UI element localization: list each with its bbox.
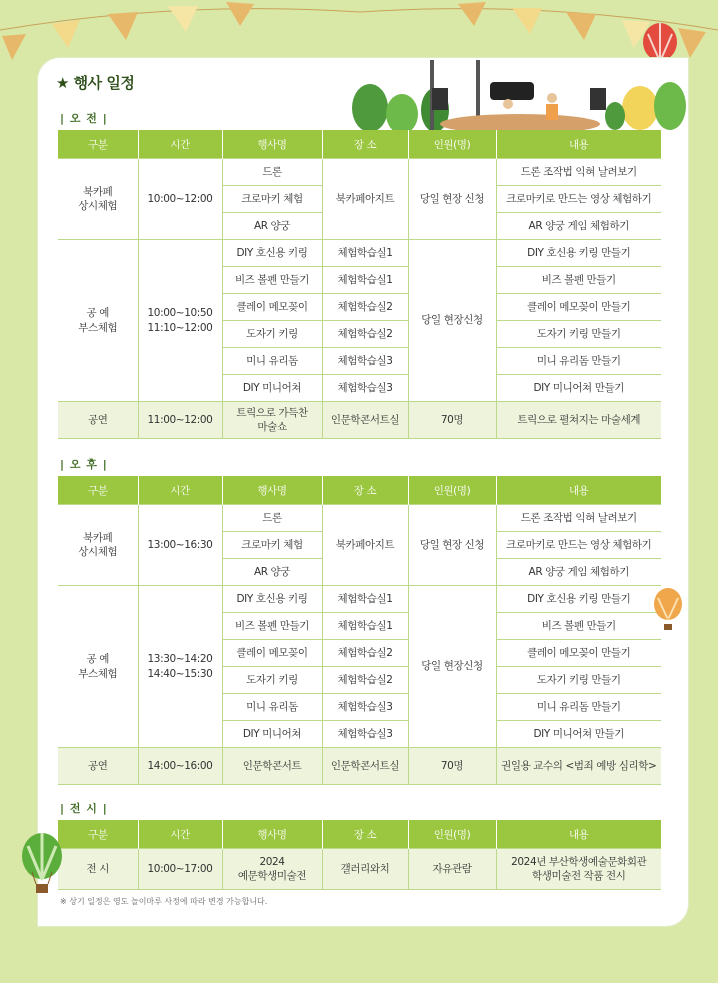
content-cell: 2024년 부산학생예술문화회관 학생미술전 작품 전시 (496, 849, 661, 890)
table-row (58, 505, 661, 532)
event-cell: 비즈 볼펜 만들기 (222, 613, 322, 640)
event-cell: 크로마키 체험 (222, 532, 322, 559)
column-header: 인원(명) (408, 130, 496, 159)
pm-section-label: | 오 후 | (60, 458, 108, 471)
table-row (58, 159, 661, 186)
category-cell: 공연 (58, 402, 138, 439)
content-cell: DIY 미니어쳐 만들기 (496, 375, 661, 402)
pm-header-row (58, 476, 661, 505)
time-cell: 10:00~17:00 (138, 849, 222, 890)
content-cell: 클레이 메모꽂이 만들기 (496, 640, 661, 667)
content-cell: 도자기 키링 만들기 (496, 321, 661, 348)
place-cell: 체험학습실3 (322, 348, 408, 375)
am-header-row (58, 130, 661, 159)
column-header: 시간 (138, 476, 222, 505)
column-header: 내용 (496, 820, 661, 849)
event-cell: 미니 유리돔 (222, 348, 322, 375)
category-cell: 전 시 (58, 849, 138, 890)
column-header: 장 소 (322, 476, 408, 505)
column-header: 시간 (138, 820, 222, 849)
event-cell: 인문학콘서트 (222, 748, 322, 785)
stage-illustration (340, 58, 700, 136)
place-cell: 체험학습실2 (322, 667, 408, 694)
time-cell: 13:30~14:20 14:40~15:30 (138, 586, 222, 748)
place-cell: 체험학습실2 (322, 640, 408, 667)
column-header: 구분 (58, 130, 138, 159)
people-cell: 자유관람 (408, 849, 496, 890)
content-cell: 비즈 볼펜 만들기 (496, 267, 661, 294)
event-cell: 클레이 메모꽂이 (222, 294, 322, 321)
table-row (58, 849, 661, 890)
event-cell: 드론 (222, 505, 322, 532)
column-header: 구분 (58, 476, 138, 505)
table-row (58, 402, 661, 439)
time-cell: 13:00~16:30 (138, 505, 222, 586)
category-cell: 북카페 상시체험 (58, 159, 138, 240)
people-cell: 당일 현장신청 (408, 586, 496, 748)
people-cell: 70명 (408, 748, 496, 785)
event-cell: 클레이 메모꽂이 (222, 640, 322, 667)
people-cell: 70명 (408, 402, 496, 439)
event-cell: DIY 호신용 키링 (222, 240, 322, 267)
table-row (58, 240, 661, 267)
time-cell: 11:00~12:00 (138, 402, 222, 439)
place-cell: 인문학콘서트실 (322, 748, 408, 785)
content-cell: 드론 조작법 익혀 날려보기 (496, 159, 661, 186)
content-cell: 도자기 키링 만들기 (496, 667, 661, 694)
time-cell: 10:00~12:00 (138, 159, 222, 240)
people-cell: 당일 현장신청 (408, 240, 496, 402)
category-cell: 공 예 부스체험 (58, 586, 138, 748)
place-cell: 체험학습실2 (322, 321, 408, 348)
content-cell: AR 양궁 게임 체험하기 (496, 213, 661, 240)
event-cell: 트릭으로 가득찬 마술쇼 (222, 402, 322, 439)
column-header: 행사명 (222, 130, 322, 159)
people-cell: 당일 현장 신청 (408, 505, 496, 586)
content-cell: 트릭으로 펼쳐지는 마술세계 (496, 402, 661, 439)
content-cell: 클레이 메모꽂이 만들기 (496, 294, 661, 321)
event-cell: 도자기 키링 (222, 321, 322, 348)
place-cell: 북카페아지트 (322, 505, 408, 586)
exhibit-section-label: | 전 시 | (60, 802, 108, 815)
people-cell: 당일 현장 신청 (408, 159, 496, 240)
category-cell: 공연 (58, 748, 138, 785)
place-cell: 갤러리와치 (322, 849, 408, 890)
pm-schedule-table (58, 476, 661, 785)
column-header: 내용 (496, 130, 661, 159)
place-cell: 인문학콘서트실 (322, 402, 408, 439)
event-cell: DIY 미니어쳐 (222, 721, 322, 748)
exhibit-schedule-table (58, 820, 661, 890)
event-cell: 2024 예문학생미술전 (222, 849, 322, 890)
column-header: 인원(명) (408, 476, 496, 505)
event-cell: 비즈 볼펜 만들기 (222, 267, 322, 294)
column-header: 행사명 (222, 820, 322, 849)
content-cell: 드론 조작법 익혀 날려보기 (496, 505, 661, 532)
content-cell: AR 양궁 게임 체험하기 (496, 559, 661, 586)
content-cell: DIY 호신용 키링 만들기 (496, 240, 661, 267)
page-title: ★ 행사 일정 (56, 74, 135, 92)
am-section-label: | 오 전 | (60, 112, 108, 125)
content-cell: DIY 호신용 키링 만들기 (496, 586, 661, 613)
content-cell: 권일용 교수의 <범죄 예방 심리학> (496, 748, 661, 785)
time-cell: 14:00~16:00 (138, 748, 222, 785)
content-cell: 크로마키로 만드는 영상 체험하기 (496, 186, 661, 213)
place-cell: 체험학습실2 (322, 294, 408, 321)
place-cell: 체험학습실1 (322, 613, 408, 640)
table-row (58, 586, 661, 613)
category-cell: 북카페 상시체험 (58, 505, 138, 586)
exhibit-header-row (58, 820, 661, 849)
column-header: 행사명 (222, 476, 322, 505)
column-header: 구분 (58, 820, 138, 849)
place-cell: 체험학습실1 (322, 267, 408, 294)
event-cell: DIY 미니어쳐 (222, 375, 322, 402)
content-cell: 비즈 볼펜 만들기 (496, 613, 661, 640)
place-cell: 체험학습실3 (322, 721, 408, 748)
column-header: 내용 (496, 476, 661, 505)
event-cell: DIY 호신용 키링 (222, 586, 322, 613)
content-cell: 크로마키로 만드는 영상 체험하기 (496, 532, 661, 559)
place-cell: 체험학습실1 (322, 240, 408, 267)
column-header: 장 소 (322, 130, 408, 159)
am-schedule-table (58, 130, 661, 439)
time-cell: 10:00~10:50 11:10~12:00 (138, 240, 222, 402)
event-cell: 크로마키 체험 (222, 186, 322, 213)
footnote: ※ 상기 일정은 영도 놀이마루 사정에 따라 변경 가능합니다. (60, 897, 268, 906)
event-cell: 도자기 키링 (222, 667, 322, 694)
table-row (58, 748, 661, 785)
schedule-card (38, 58, 688, 926)
place-cell: 체험학습실3 (322, 694, 408, 721)
event-cell: 미니 유리돔 (222, 694, 322, 721)
place-cell: 체험학습실1 (322, 586, 408, 613)
content-cell: 미니 유리돔 만들기 (496, 348, 661, 375)
hot-air-balloon-icon (652, 588, 684, 632)
event-cell: 드론 (222, 159, 322, 186)
event-cell: AR 양궁 (222, 213, 322, 240)
column-header: 인원(명) (408, 820, 496, 849)
category-cell: 공 예 부스체험 (58, 240, 138, 402)
content-cell: 미니 유리돔 만들기 (496, 694, 661, 721)
column-header: 장 소 (322, 820, 408, 849)
place-cell: 체험학습실3 (322, 375, 408, 402)
hot-air-balloon-icon (20, 832, 64, 896)
place-cell: 북카페아지트 (322, 159, 408, 240)
event-cell: AR 양궁 (222, 559, 322, 586)
content-cell: DIY 미니어쳐 만들기 (496, 721, 661, 748)
column-header: 시간 (138, 130, 222, 159)
